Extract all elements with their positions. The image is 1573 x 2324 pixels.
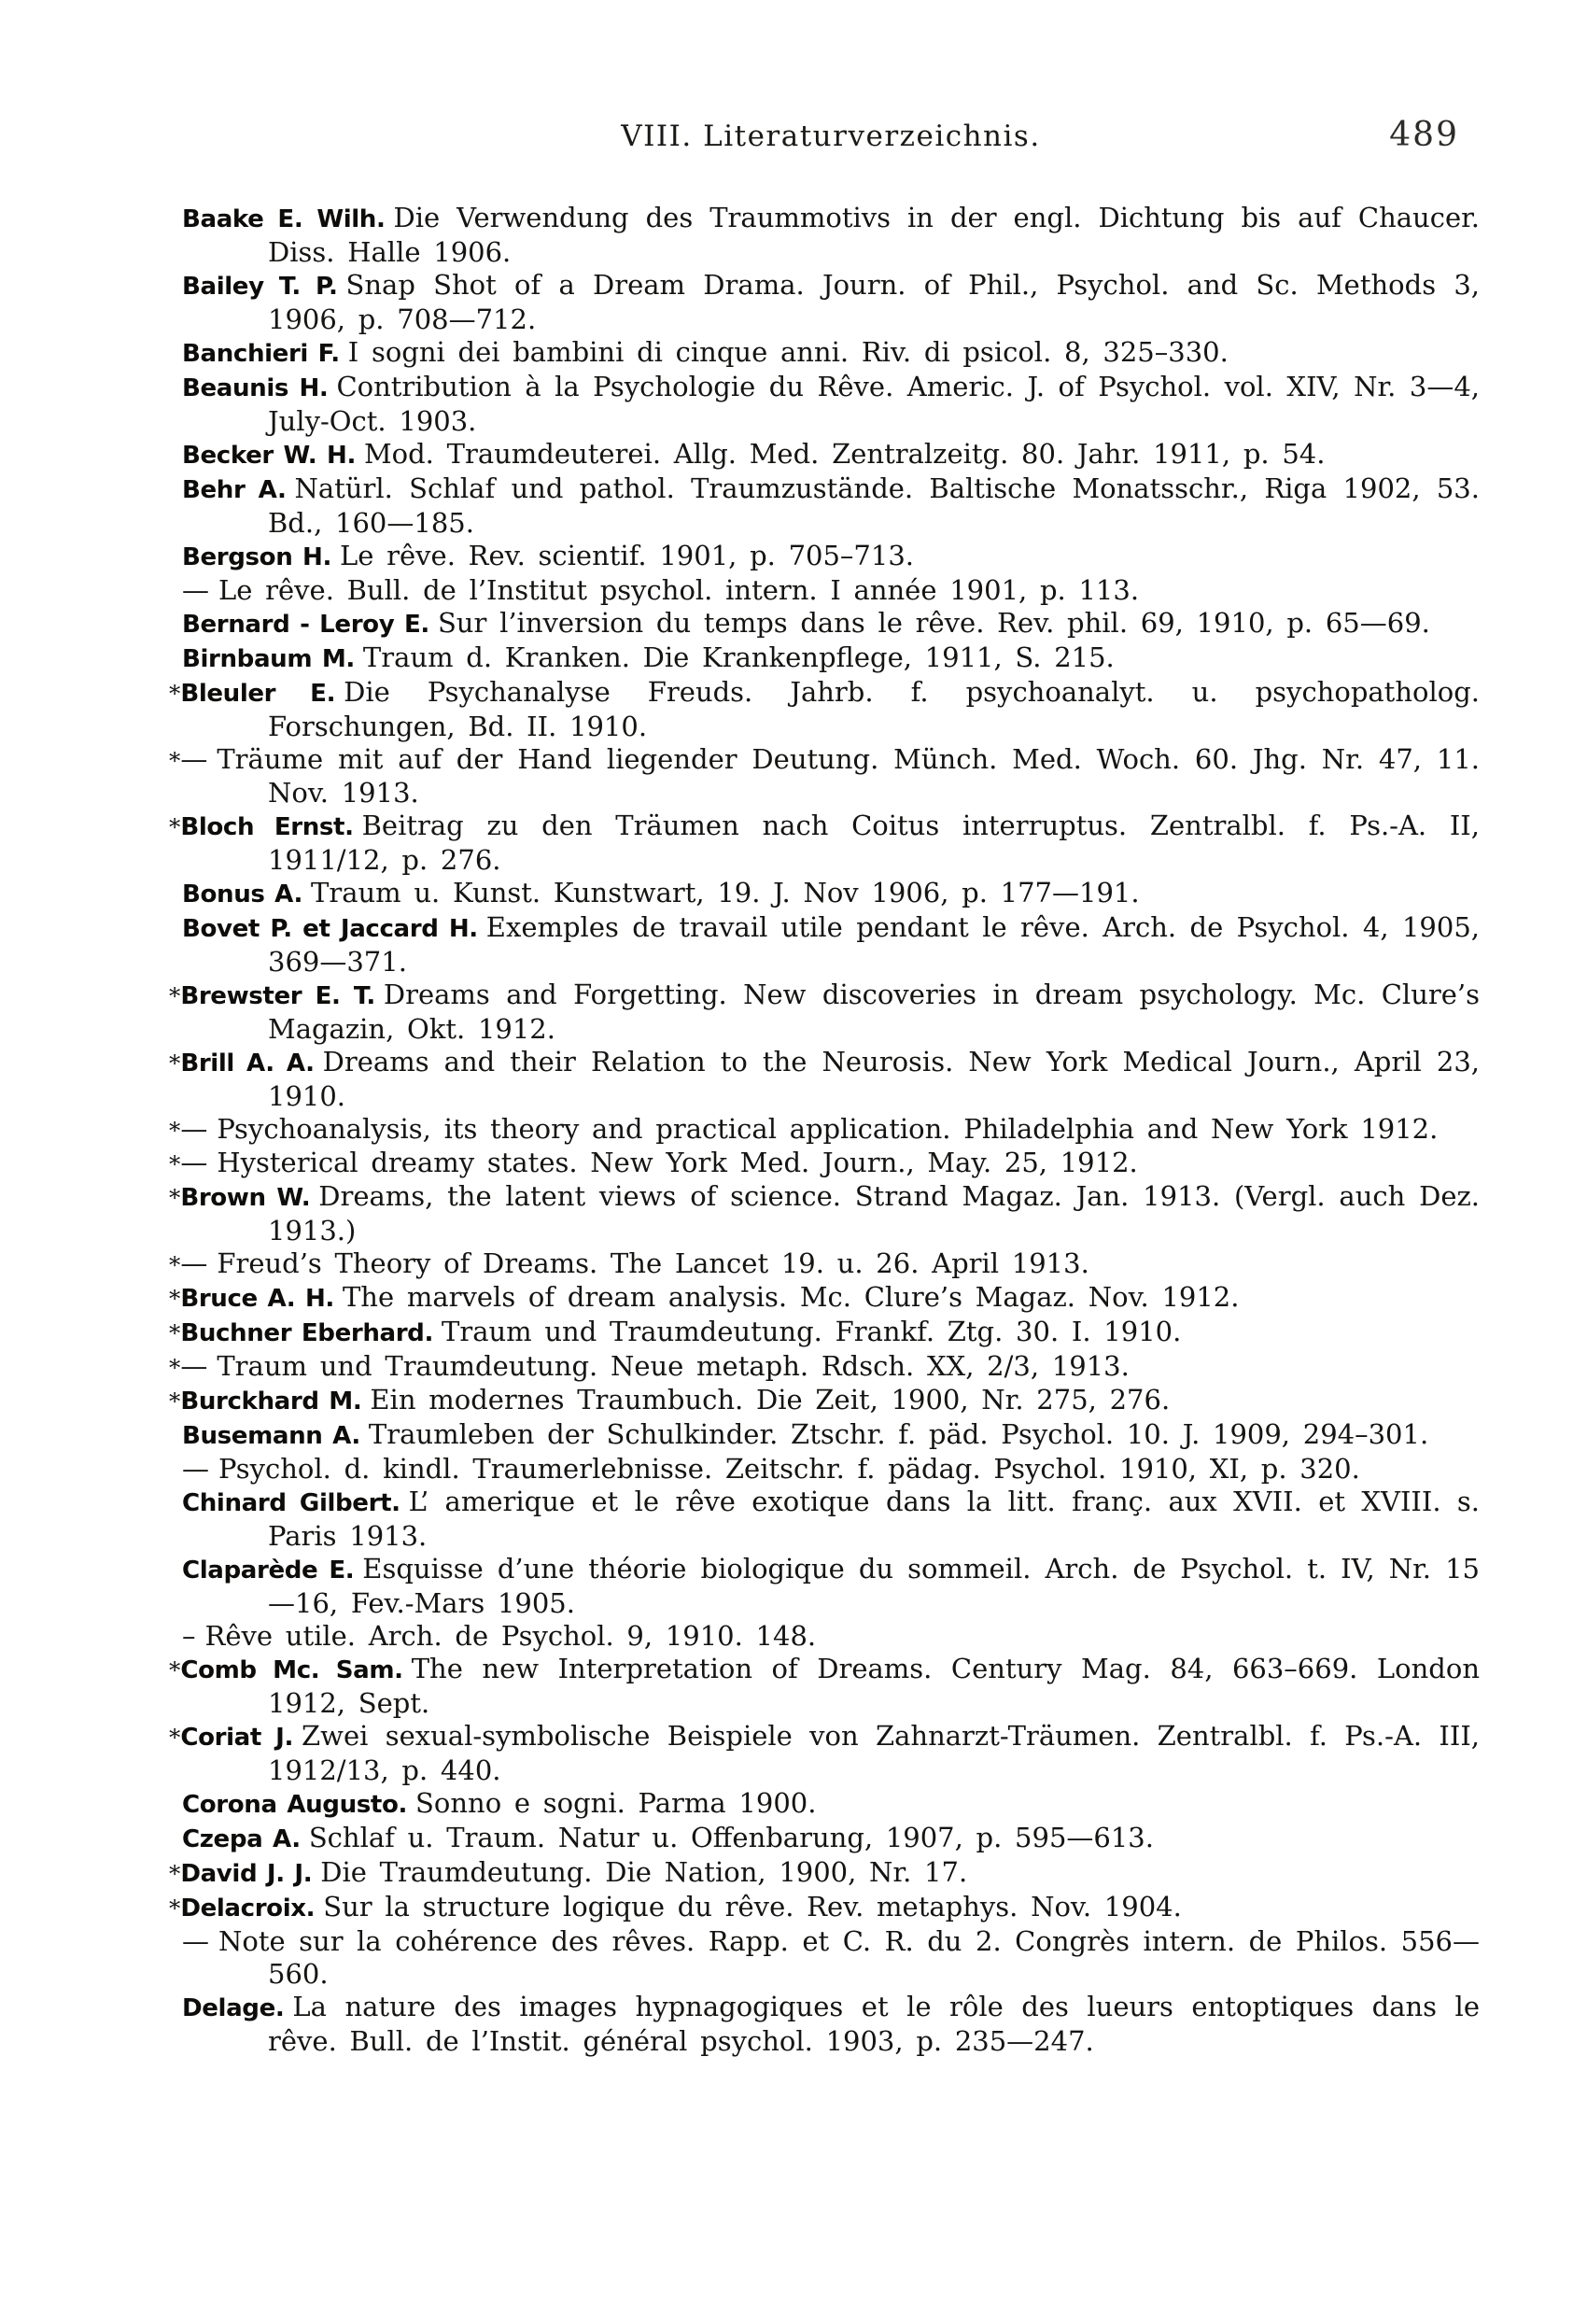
- reference-star-marker: *: [169, 680, 181, 707]
- reference-star-marker: *: [169, 1117, 181, 1144]
- bibliography-entry: [169, 1046, 1480, 1113]
- bibliography-entry: [169, 1113, 1480, 1147]
- entry-text: Träume mit auf der Hand liegender Deutung. Münch. Med. Woch. 60. Jhg. Nr. 47, 11. Nov. 1913.: [217, 743, 1480, 809]
- same-author-dash: —: [182, 1453, 209, 1485]
- bibliography-entry: [169, 1180, 1480, 1247]
- page-number: 489: [1389, 116, 1459, 154]
- entry-author: Buchner Eberhard.: [180, 1319, 433, 1347]
- entry-author: Brown W.: [180, 1184, 311, 1212]
- entry-text: Traumleben der Schulkinder. Ztschr. f. päd. Psychol. 10. J. 1909, 294–301.: [368, 1418, 1429, 1450]
- same-author-dash: —: [180, 1147, 208, 1178]
- bibliography-entry: [169, 1147, 1480, 1180]
- chapter-title: VIII. Literaturverzeichnis.: [621, 120, 1041, 153]
- entry-author: Delacroix.: [180, 1894, 316, 1923]
- reference-star-marker: *: [169, 1894, 181, 1922]
- entry-author: Burckhard M.: [180, 1387, 362, 1416]
- reference-star-marker: *: [169, 1049, 181, 1077]
- entry-text: Freud’s Theory of Dreams. The Lancet 19. u. 26. April 1913.: [217, 1247, 1089, 1279]
- entry-text: Rêve utile. Arch. de Psychol. 9, 1910. 148.: [204, 1620, 817, 1652]
- bibliography-entry: [169, 676, 1480, 743]
- reference-star-marker: *: [169, 813, 181, 840]
- entry-text: Traum d. Kranken. Die Krankenpflege, 1911, S. 215.: [362, 641, 1115, 673]
- entry-author: Behr A.: [182, 476, 287, 504]
- bibliography-entry: [182, 438, 1480, 472]
- bibliography-entry: [182, 1991, 1480, 2058]
- entry-text: Die Psychanalyse Freuds. Jahrb. f. psychoanalyt. u. psychopatholog. Forschungen, Bd. II. 1910.: [268, 676, 1480, 742]
- entry-author: Bernard - Leroy E.: [182, 611, 429, 639]
- entry-text: Psychoanalysis, its theory and practical application. Philadelphia and New York 1912.: [217, 1113, 1439, 1145]
- bibliography-entry: [169, 810, 1480, 877]
- bibliography-entry: [169, 1856, 1480, 1891]
- entry-text: L’ amerique et le rêve exotique dans la litt. franç. aux XVII. et XVIII. s. Paris 1913.: [268, 1486, 1480, 1552]
- bibliography-entry: [182, 1925, 1480, 1991]
- entry-text: The new Interpretation of Dreams. Century Mag. 84, 663–669. London 1912, Sept.: [268, 1653, 1480, 1719]
- bibliography-entry: [182, 540, 1480, 574]
- entry-text: Ein modernes Traumbuch. Die Zeit, 1900, Nr. 275, 276.: [370, 1384, 1171, 1416]
- entry-author: Czepa A.: [182, 1825, 301, 1853]
- entry-author: Becker W. H.: [182, 442, 356, 470]
- entry-author: Bailey T. P.: [182, 273, 338, 301]
- entry-text: Note sur la cohérence des rêves. Rapp. et C. R. du 2. Congrès intern. de Philos. 556—560.: [218, 1925, 1480, 1990]
- reference-star-marker: *: [169, 1251, 181, 1278]
- bibliography-entry: [169, 1720, 1480, 1787]
- bibliography-entry: [169, 1281, 1480, 1316]
- bibliography-entry: [182, 1418, 1480, 1453]
- bibliography-entry: [182, 1486, 1480, 1553]
- entry-text: Schlaf u. Traum. Natur u. Offenbarung, 1907, p. 595—613.: [308, 1822, 1154, 1853]
- bibliography-entry: [182, 607, 1480, 641]
- entry-text: Snap Shot of a Dream Drama. Journ. of Phil., Psychol. and Sc. Methods 3, 1906, p. 708—712.: [268, 269, 1480, 335]
- entry-author: Bleuler E.: [180, 680, 336, 708]
- entry-text: Esquisse d’une théorie biologique du sommeil. Arch. de Psychol. t. IV, Nr. 15—16, Fev.-Mars 1905.: [268, 1553, 1480, 1619]
- bibliography-entry: [169, 1891, 1480, 1925]
- entry-text: Psychol. d. kindl. Traumerlebnisse. Zeitschr. f. pädag. Psychol. 1910, XI, p. 320.: [218, 1453, 1360, 1485]
- reference-star-marker: *: [169, 1860, 181, 1887]
- entry-text: Mod. Traumdeuterei. Allg. Med. Zentralzeitg. 80. Jahr. 1911, p. 54.: [363, 438, 1326, 470]
- bibliography-entry: [182, 371, 1480, 438]
- entry-text: Sur l’inversion du temps dans le rêve. Rev. phil. 69, 1910, p. 65—69.: [437, 607, 1430, 639]
- entry-author: Brill A. A.: [180, 1049, 315, 1077]
- bibliography-entry: [169, 1350, 1480, 1384]
- entry-text: Sur la structure logique du rêve. Rev. metaphys. Nov. 1904.: [323, 1891, 1182, 1923]
- bibliography-entry: [182, 472, 1480, 540]
- entry-text: Traum und Traumdeutung. Neue metaph. Rdsch. XX, 2/3, 1913.: [217, 1350, 1130, 1382]
- reference-star-marker: *: [169, 1656, 181, 1683]
- same-author-dash: —: [182, 1925, 209, 1957]
- bibliography-entry: [169, 743, 1480, 810]
- same-author-dash: —: [180, 1247, 208, 1279]
- bibliography-entry: [169, 1247, 1480, 1281]
- entry-author: Bovet P. et Jaccard H.: [182, 915, 478, 943]
- bibliography-entry: [169, 1653, 1480, 1720]
- entry-text: Beitrag zu den Träumen nach Coitus interruptus. Zentralbl. f. Ps.-A. II, 1911/12, p. 276.: [268, 810, 1480, 876]
- entry-author: Corona Augusto.: [182, 1791, 408, 1819]
- entry-author: Bruce A. H.: [180, 1285, 334, 1313]
- bibliography-entry: [169, 979, 1480, 1046]
- entry-author: Coriat J.: [180, 1724, 293, 1752]
- entry-text: Dreams, the latent views of science. Strand Magaz. Jan. 1913. (Vergl. auch Dez. 1913.): [268, 1180, 1480, 1247]
- entry-author: Bergson H.: [182, 543, 332, 571]
- reference-star-marker: *: [169, 982, 181, 1009]
- bibliography-entry: [182, 1787, 1480, 1822]
- reference-star-marker: *: [169, 1354, 181, 1381]
- bibliography-entry: [182, 1620, 1480, 1653]
- reference-star-marker: *: [169, 1150, 181, 1177]
- entry-author: Birnbaum M.: [182, 645, 355, 673]
- bibliography-entry: [182, 1453, 1480, 1486]
- entry-author: Bloch Ernst.: [180, 813, 354, 841]
- entry-text: I sogni dei bambini di cinque anni. Riv. di psicol. 8, 325–330.: [347, 336, 1229, 368]
- entry-text: La nature des images hypnagogiques et le rôle des lueurs entoptiques dans le rêve. Bull. de l’Instit. général psychol. 1903, p. 235—247.: [268, 1991, 1480, 2057]
- reference-star-marker: *: [169, 1387, 181, 1415]
- entry-text: Le rêve. Rev. scientif. 1901, p. 705–713.: [340, 540, 915, 571]
- same-author-dash: —: [180, 1350, 208, 1382]
- bibliography-entry: [182, 202, 1480, 269]
- bibliography-list: [169, 202, 1481, 2058]
- entry-text: Exemples de travail utile pendant le rêve. Arch. de Psychol. 4, 1905, 369—371.: [268, 911, 1480, 978]
- bibliography-entry: [182, 1553, 1480, 1620]
- running-head: [182, 116, 1480, 161]
- entry-text: Contribution à la Psychologie du Rêve. Americ. J. of Psychol. vol. XIV, Nr. 3—4, July-Oct. 1903.: [268, 371, 1480, 437]
- entry-text: Zwei sexual-symbolische Beispiele von Zahnarzt-Träumen. Zentralbl. f. Ps.-A. III, 1912/13, p. 440.: [268, 1720, 1480, 1786]
- entry-text: Hysterical dreamy states. New York Med. Journ., May. 25, 1912.: [217, 1147, 1138, 1178]
- entry-author: Chinard Gilbert.: [182, 1489, 400, 1517]
- entry-author: Bonus A.: [182, 880, 302, 908]
- entry-author: Banchieri F.: [182, 340, 340, 368]
- entry-author: Brewster E. T.: [180, 982, 375, 1010]
- bibliography-entry: [169, 1384, 1480, 1418]
- entry-text: Natürl. Schlaf und pathol. Traumzustände. Baltische Monatsschr., Riga 1902, 53. Bd., 160—185.: [268, 472, 1480, 539]
- entry-text: Traum und Traumdeutung. Frankf. Ztg. 30. I. 1910.: [441, 1316, 1182, 1347]
- reference-star-marker: *: [169, 747, 181, 774]
- same-author-dash: —: [180, 1113, 208, 1145]
- entry-text: Dreams and Forgetting. New discoveries in dream psychology. Mc. Clure’s Magazin, Okt. 1912.: [268, 979, 1480, 1045]
- bibliography-entry: [182, 641, 1480, 676]
- bibliography-entry: [182, 574, 1480, 607]
- entry-author: Baake E. Wilh.: [182, 205, 386, 233]
- bibliography-entry: [182, 877, 1480, 911]
- entry-author: Claparède E.: [182, 1556, 355, 1585]
- reference-star-marker: *: [169, 1724, 181, 1751]
- entry-text: Die Traumdeutung. Die Nation, 1900, Nr. 17.: [320, 1856, 968, 1888]
- same-author-dash: —: [180, 743, 208, 775]
- bibliography-entry: [182, 269, 1480, 336]
- entry-text: Dreams and their Relation to the Neurosis. New York Medical Journ., April 23, 1910.: [268, 1046, 1480, 1112]
- entry-author: David J. J.: [180, 1860, 313, 1888]
- bibliography-entry: [169, 1316, 1480, 1350]
- bibliography-entry: [182, 911, 1480, 979]
- entry-author: Comb Mc. Sam.: [180, 1656, 403, 1684]
- entry-author: Delage.: [182, 1994, 285, 2022]
- bibliography-entry: [182, 1822, 1480, 1856]
- entry-text: Traum u. Kunst. Kunstwart, 19. J. Nov 1906, p. 177—191.: [310, 877, 1140, 908]
- reference-star-marker: *: [169, 1184, 181, 1211]
- same-author-dash: –: [182, 1620, 196, 1652]
- entry-text: Sonno e sogni. Parma 1900.: [415, 1787, 817, 1819]
- bibliography-entry: [182, 336, 1480, 371]
- same-author-dash: —: [182, 574, 209, 606]
- reference-star-marker: *: [169, 1319, 181, 1346]
- entry-text: Le rêve. Bull. de l’Institut psychol. intern. I année 1901, p. 113.: [218, 574, 1140, 606]
- entry-text: The marvels of dream analysis. Mc. Clure’s Magaz. Nov. 1912.: [342, 1281, 1240, 1313]
- reference-star-marker: *: [169, 1285, 181, 1312]
- entry-author: Busemann A.: [182, 1422, 360, 1450]
- entry-text: Die Verwendung des Traummotivs in der engl. Dichtung bis auf Chaucer. Diss. Halle 1906.: [268, 202, 1481, 268]
- entry-author: Beaunis H.: [182, 374, 329, 402]
